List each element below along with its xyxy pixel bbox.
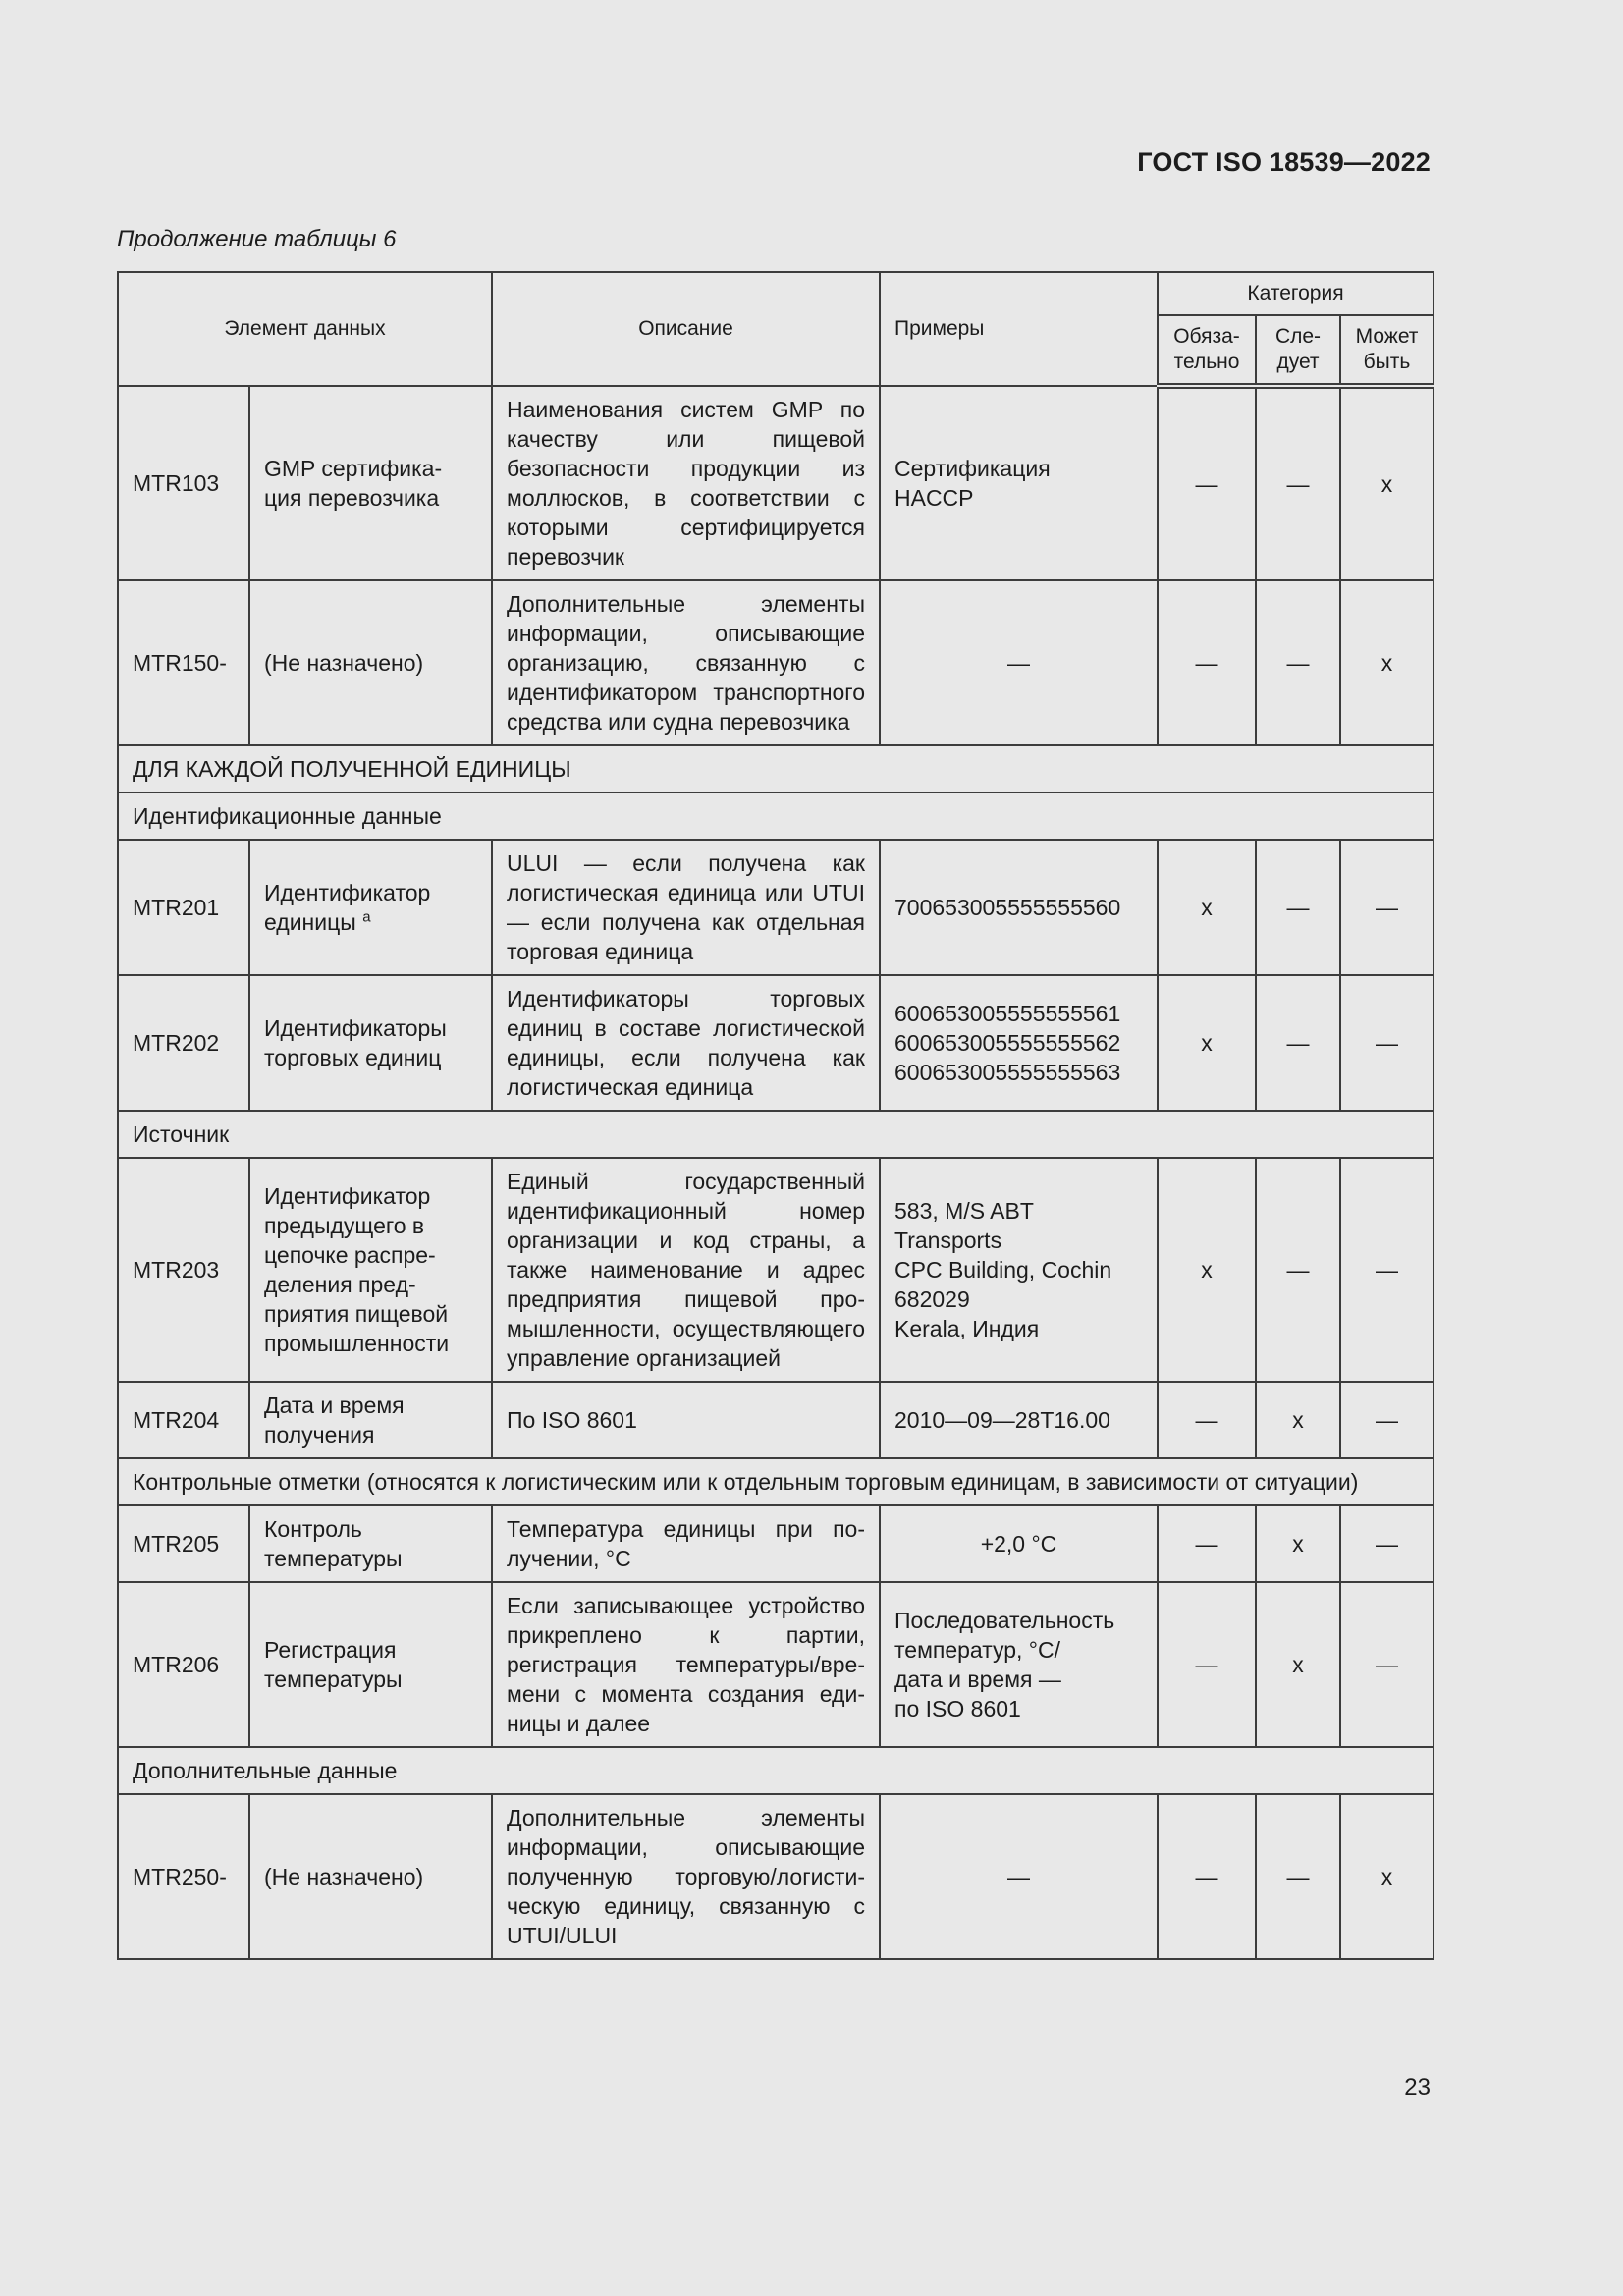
category-should: x [1256, 1382, 1340, 1458]
header-description: Описание [492, 272, 880, 386]
header-examples: Примеры [880, 272, 1158, 386]
section-row [118, 793, 1434, 840]
table-row [118, 975, 1434, 1111]
table-row [118, 386, 1434, 580]
category-should: — [1256, 386, 1340, 580]
element-description: Наименования систем GMP по качеству или пищевой безопасности продукции из моллюсков, в соответствии с которыми сертифицируется перевозчик [492, 386, 880, 580]
element-code: MTR205 [118, 1505, 249, 1582]
element-name: Контроль температуры [249, 1505, 492, 1582]
header-may: Может быть [1340, 315, 1434, 386]
element-description: Температура единицы при получении, °C [492, 1505, 880, 1582]
header-should: Сле- дует [1256, 315, 1340, 386]
element-code: MTR103 [118, 386, 249, 580]
element-name: (Не назначено) [249, 1794, 492, 1959]
page-number: 23 [1404, 2074, 1431, 2101]
element-name: GMP сертифика- ция перевозчика [249, 386, 492, 580]
element-examples: Последовательность температур, °C/ дата и время — по ISO 8601 [880, 1582, 1158, 1747]
element-description: Идентификаторы торговых единиц в составе логистической единицы, если получена как логистическая единица [492, 975, 880, 1111]
element-name [249, 840, 492, 975]
element-code: MTR204 [118, 1382, 249, 1458]
element-description: ULUI — если получена как логистическая единица или UTUI — если получена как отдельная торговая единица [492, 840, 880, 975]
category-mandatory: — [1158, 386, 1256, 580]
category-should: x [1256, 1582, 1340, 1747]
header-mandatory: Обяза- тельно [1158, 315, 1256, 386]
table-row [118, 1158, 1434, 1382]
category-may: — [1340, 840, 1434, 975]
category-should: — [1256, 580, 1340, 745]
element-examples: — [880, 1794, 1158, 1959]
element-name: Дата и время получения [249, 1382, 492, 1458]
element-examples: 2010—09—28T16.00 [880, 1382, 1158, 1458]
category-should: — [1256, 1794, 1340, 1959]
element-description: Дополнительные элементы информации, описывающие полученную торговую/логистическую единицу, связанную с UTUI/ULUI [492, 1794, 880, 1959]
element-name: Идентификаторы торговых единиц [249, 975, 492, 1111]
section-label: ДЛЯ КАЖДОЙ ПОЛУЧЕННОЙ ЕДИНИЦЫ [118, 745, 1434, 793]
element-name-text: Идентификатор единицы [264, 880, 431, 935]
footnote-marker: a [362, 908, 371, 926]
section-row [118, 745, 1434, 793]
category-mandatory: — [1158, 580, 1256, 745]
section-label: Контрольные отметки (относятся к логистическим или к отдельным торговым единицам, в зависимости от ситуации) [118, 1458, 1434, 1505]
element-code: MTR150- [118, 580, 249, 745]
category-should: — [1256, 975, 1340, 1111]
category-mandatory: x [1158, 840, 1256, 975]
category-may: — [1340, 1582, 1434, 1747]
category-should: x [1256, 1505, 1340, 1582]
table-row [118, 1505, 1434, 1582]
category-mandatory: x [1158, 975, 1256, 1111]
element-description: Дополнительные элементы информации, описывающие организацию, связанную с идентификатором транспортного средства или судна перевозчика [492, 580, 880, 745]
category-may: — [1340, 1382, 1434, 1458]
table-header-row [118, 272, 1434, 315]
category-mandatory: — [1158, 1582, 1256, 1747]
table-caption: Продолжение таблицы 6 [117, 226, 397, 252]
element-examples: — [880, 580, 1158, 745]
header-category: Категория [1158, 272, 1434, 315]
element-description: По ISO 8601 [492, 1382, 880, 1458]
element-code: MTR203 [118, 1158, 249, 1382]
category-may: — [1340, 1158, 1434, 1382]
section-row [118, 1111, 1434, 1158]
element-code: MTR202 [118, 975, 249, 1111]
category-may: x [1340, 386, 1434, 580]
category-mandatory: — [1158, 1505, 1256, 1582]
data-elements-table [117, 271, 1434, 1960]
element-examples: Сертификация HACCP [880, 386, 1158, 580]
category-mandatory: — [1158, 1794, 1256, 1959]
element-name: Регистрация температуры [249, 1582, 492, 1747]
category-should: — [1256, 1158, 1340, 1382]
category-should: — [1256, 840, 1340, 975]
category-may: — [1340, 975, 1434, 1111]
category-may: x [1340, 580, 1434, 745]
section-label: Идентификационные данные [118, 793, 1434, 840]
table-row [118, 1382, 1434, 1458]
category-may: x [1340, 1794, 1434, 1959]
section-label: Источник [118, 1111, 1434, 1158]
table-row [118, 1794, 1434, 1959]
element-examples: 600653005555555561 600653005555555562 600653005555555563 [880, 975, 1158, 1111]
section-label: Дополнительные данные [118, 1747, 1434, 1794]
section-row [118, 1747, 1434, 1794]
element-code: MTR250- [118, 1794, 249, 1959]
header-element: Элемент данных [118, 272, 492, 386]
element-code: MTR206 [118, 1582, 249, 1747]
category-mandatory: x [1158, 1158, 1256, 1382]
table-row [118, 1582, 1434, 1747]
element-examples: 700653005555555560 [880, 840, 1158, 975]
element-name: (Не назначено) [249, 580, 492, 745]
document-code: ГОСТ ISO 18539—2022 [1137, 147, 1431, 177]
category-mandatory: — [1158, 1382, 1256, 1458]
table-body [118, 386, 1434, 1959]
element-name: Идентификатор предыдущего в цепочке распре- деления пред- приятия пищевой промышленности [249, 1158, 492, 1382]
element-description: Если записывающее устройство прикреплено к партии, регистрация температуры/времени с момента создания единицы и далее [492, 1582, 880, 1747]
table-row [118, 840, 1434, 975]
element-examples: +2,0 °C [880, 1505, 1158, 1582]
section-row [118, 1458, 1434, 1505]
element-code: MTR201 [118, 840, 249, 975]
element-description: Единый государственный идентификационный номер организации и код страны, а также наименование и адрес предприятия пищевой промышленности, осуществляющего управление организацией [492, 1158, 880, 1382]
category-may: — [1340, 1505, 1434, 1582]
table-row [118, 580, 1434, 745]
element-examples: 583, M/S ABT Transports CPC Building, Cochin 682029 Kerala, Индия [880, 1158, 1158, 1382]
